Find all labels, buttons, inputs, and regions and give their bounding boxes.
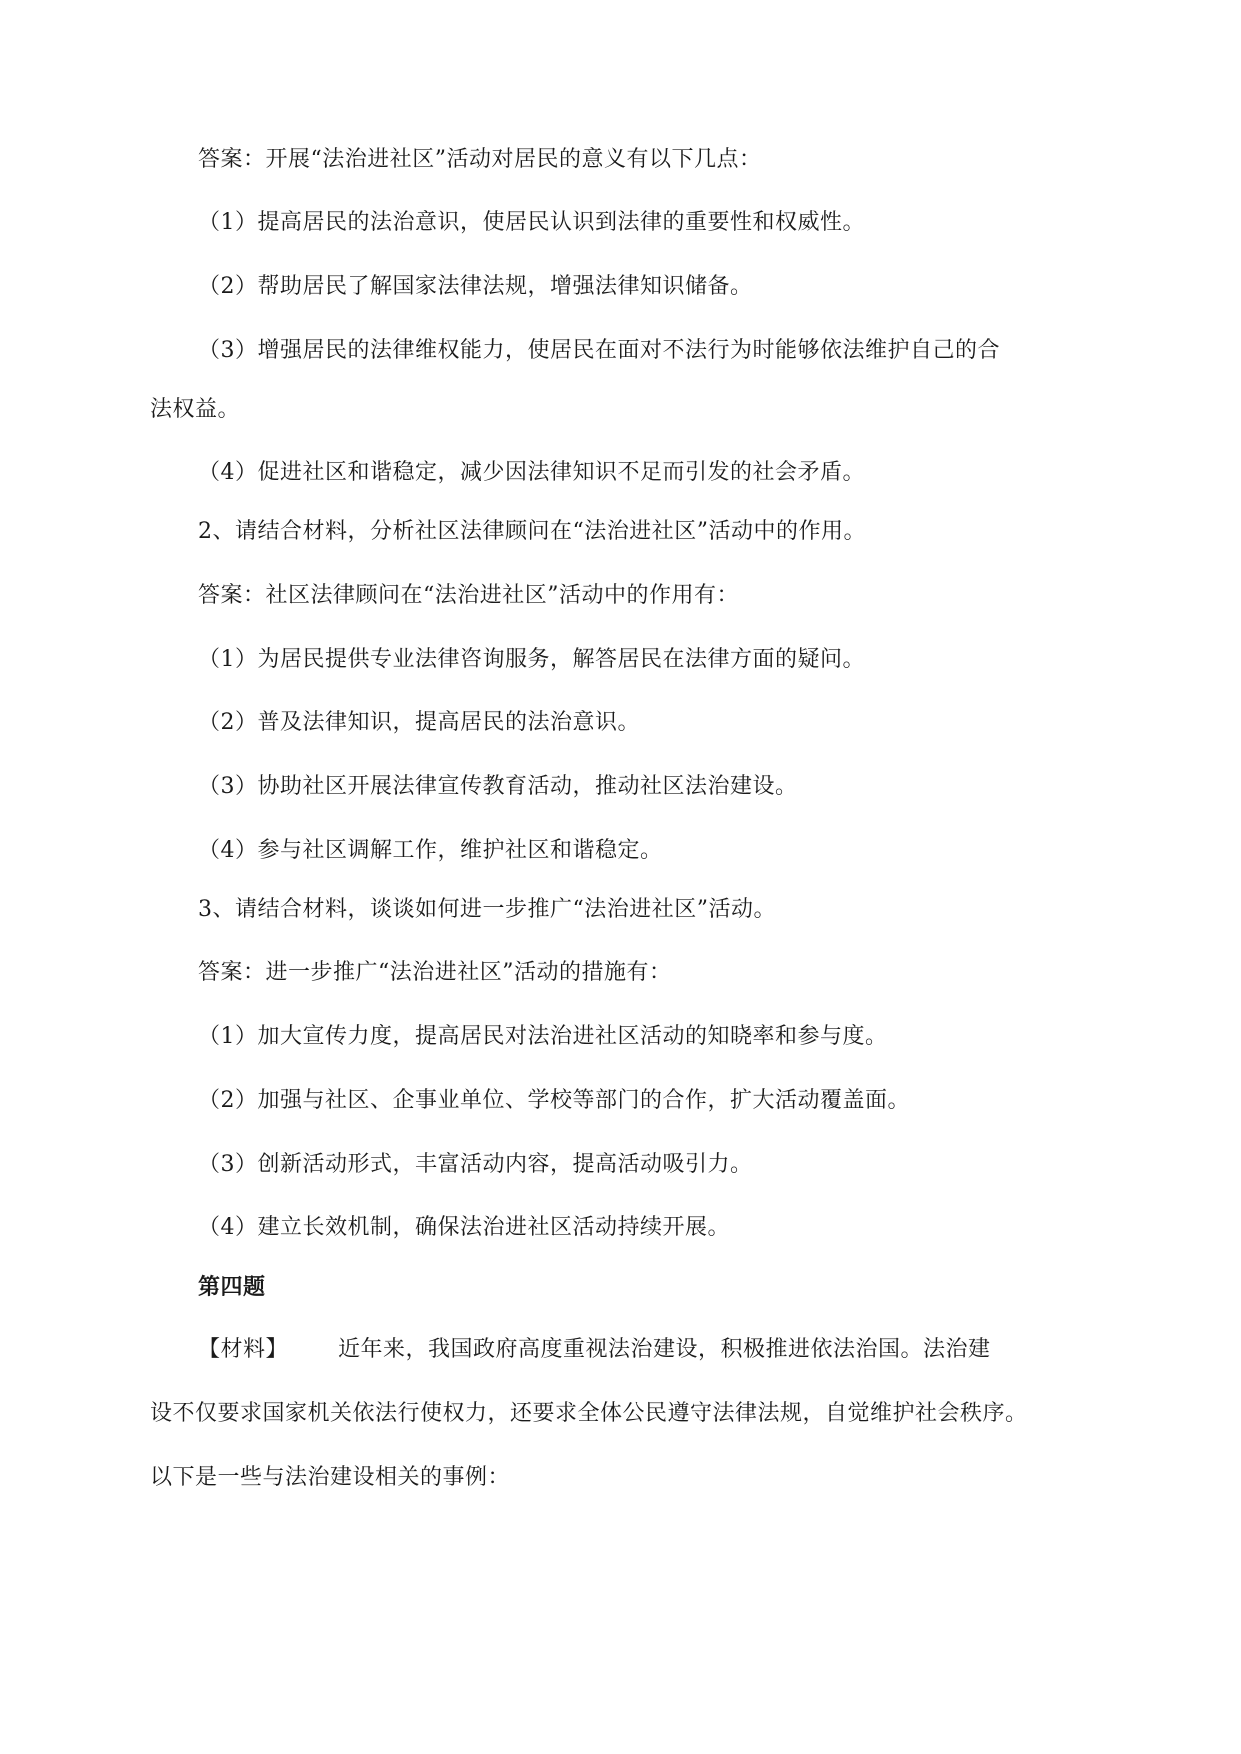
q1-point-4: （4）促进社区和谐稳定，减少因法律知识不足而引发的社会矛盾。 [198, 460, 865, 485]
q3-point-3: （3）创新活动形式，丰富活动内容，提高活动吸引力。 [198, 1152, 753, 1177]
q2-point-3: （3）协助社区开展法律宣传教育活动，推动社区法治建设。 [198, 774, 798, 799]
q1-point-2: （2）帮助居民了解国家法律法规，增强法律知识储备。 [198, 274, 753, 299]
q2-point-4: （4）参与社区调解工作，维护社区和谐稳定。 [198, 838, 663, 863]
q2-point-2: （2）普及法律知识，提高居民的法治意识。 [198, 710, 640, 735]
material-line-3: 以下是一些与法治建设相关的事例： [150, 1465, 511, 1490]
material-line-2: 设不仅要求国家机关依法行使权力，还要求全体公民遵守法律法规，自觉维护社会秩序。 [150, 1401, 1028, 1426]
q3-point-4: （4）建立长效机制，确保法治进社区活动持续开展。 [198, 1215, 730, 1240]
material-label: 【材料】 [198, 1337, 289, 1362]
q1-point-1: （1）提高居民的法治意识，使居民认识到法律的重要性和权威性。 [198, 210, 865, 235]
section-title: 第四题 [198, 1274, 266, 1300]
q1-answer-intro: 答案：开展“法治进社区”活动对居民的意义有以下几点： [198, 147, 762, 172]
q2-point-1: （1）为居民提供专业法律咨询服务，解答居民在法律方面的疑问。 [198, 647, 865, 672]
q3-point-2: （2）加强与社区、企事业单位、学校等部门的合作，扩大活动覆盖面。 [198, 1088, 910, 1113]
material-text-1: 近年来，我国政府高度重视法治建设，积极推进依法治国。法治建 [338, 1337, 991, 1362]
q3-point-1: （1）加大宣传力度，提高居民对法治进社区活动的知晓率和参与度。 [198, 1024, 888, 1049]
q3-question: 3、请结合材料，谈谈如何进一步推广“法治进社区”活动。 [198, 897, 776, 922]
material-line-1 [150, 1330, 991, 1370]
q3-answer-intro: 答案：进一步推广“法治进社区”活动的措施有： [198, 960, 672, 985]
q2-answer-intro: 答案：社区法律顾问在“法治进社区”活动中的作用有： [198, 583, 739, 608]
q2-question: 2、请结合材料，分析社区法律顾问在“法治进社区”活动中的作用。 [198, 519, 866, 544]
q1-point-3: （3）增强居民的法律维权能力，使居民在面对不法行为时能够依法维护自己的合 [198, 338, 1000, 363]
q1-point-3-cont: 法权益。 [150, 397, 241, 422]
